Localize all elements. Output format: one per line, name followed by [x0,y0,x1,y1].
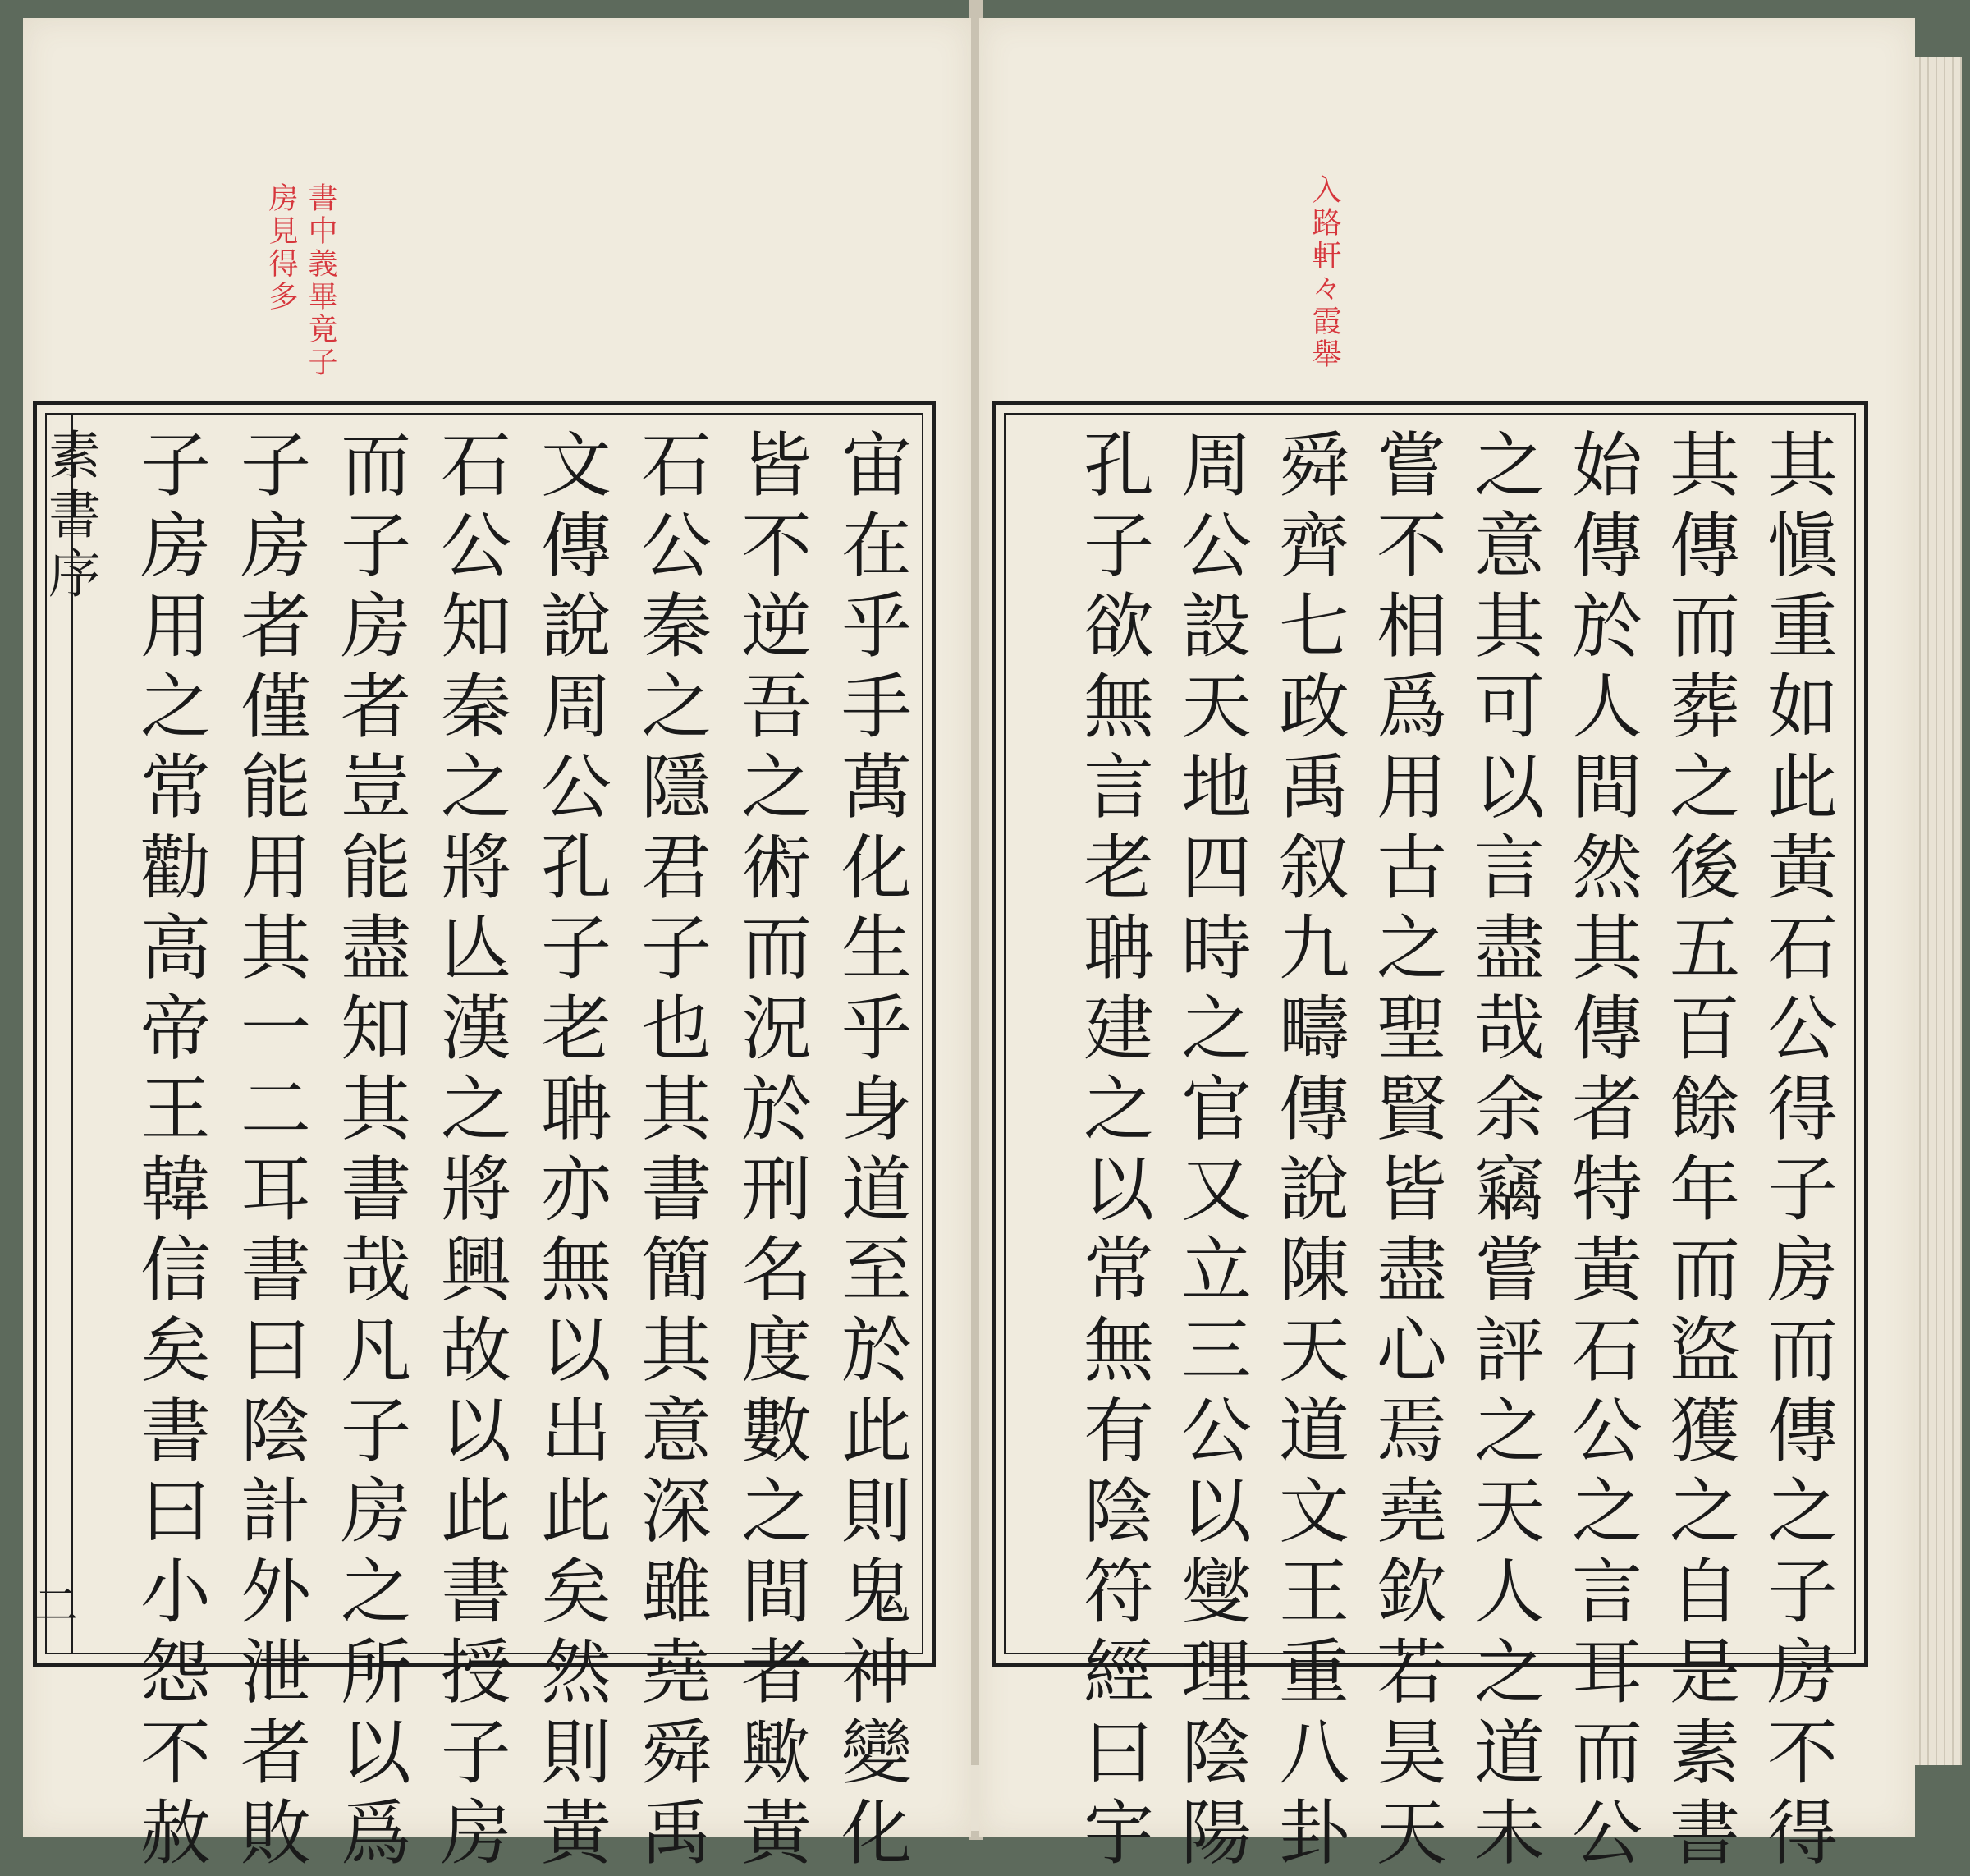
page-number: 二 [34,1580,78,1631]
red-annotation-col-1: 書中義畢竟子 [304,182,337,379]
text-column-2: 其傳而葬之後五百餘年而盜獲之自是素書 [1657,428,1739,1876]
text-column-4: 文傳說周公孔子老聃亦無以出此矣然則黃 [529,428,611,1876]
page-stack-edge [1913,57,1962,1765]
text-column-3: 始傳於人間然其傳者特黃石公之言耳而公 [1560,428,1642,1876]
text-column-3: 石公秦之隱君子也其書簡其意深雖堯舜禹 [629,428,711,1876]
text-column-1: 宙在乎手萬化生乎身道至於此則鬼神變化 [829,428,911,1876]
text-column-8: 孔子欲無言老聃建之以常無有陰符經曰宇 [1071,428,1153,1876]
margin-rule [71,413,73,1654]
text-column-7: 子房者僅能用其一二耳書曰陰計外泄者敗 [228,428,310,1876]
text-column-4: 之意其可以言盡哉余竊嘗評之天人之道未 [1462,428,1544,1876]
text-column-6: 舜齊七政禹叙九疇傳說陳天道文王重八卦 [1267,428,1349,1876]
red-annotation: 入路軒々霞舉 [1308,174,1341,371]
right-text-block [992,401,1868,1876]
red-annotation-col-2: 房見得多 [264,182,298,314]
margin-title: 素書序 [39,428,100,605]
text-column-1: 其愼重如此黃石公得子房而傳之子房不得 [1755,428,1837,1876]
text-column-7: 周公設天地四時之官又立三公以燮理陰陽 [1169,428,1251,1876]
text-column-5: 嘗不相爲用古之聖賢皆盡心焉堯欽若昊天 [1364,428,1446,1876]
text-column-5: 石公知秦之將亾漢之將興故以此書授子房 [428,428,511,1876]
left-text-block [33,401,936,1876]
text-column-8: 子房用之常勸高帝王韓信矣書曰小怨不赦 [128,428,210,1876]
text-column-2: 皆不逆吾之術而況於刑名度數之間者歟黃 [729,428,811,1876]
text-column-6: 而子房者豈能盡知其書哉凡子房之所以爲 [328,428,410,1876]
